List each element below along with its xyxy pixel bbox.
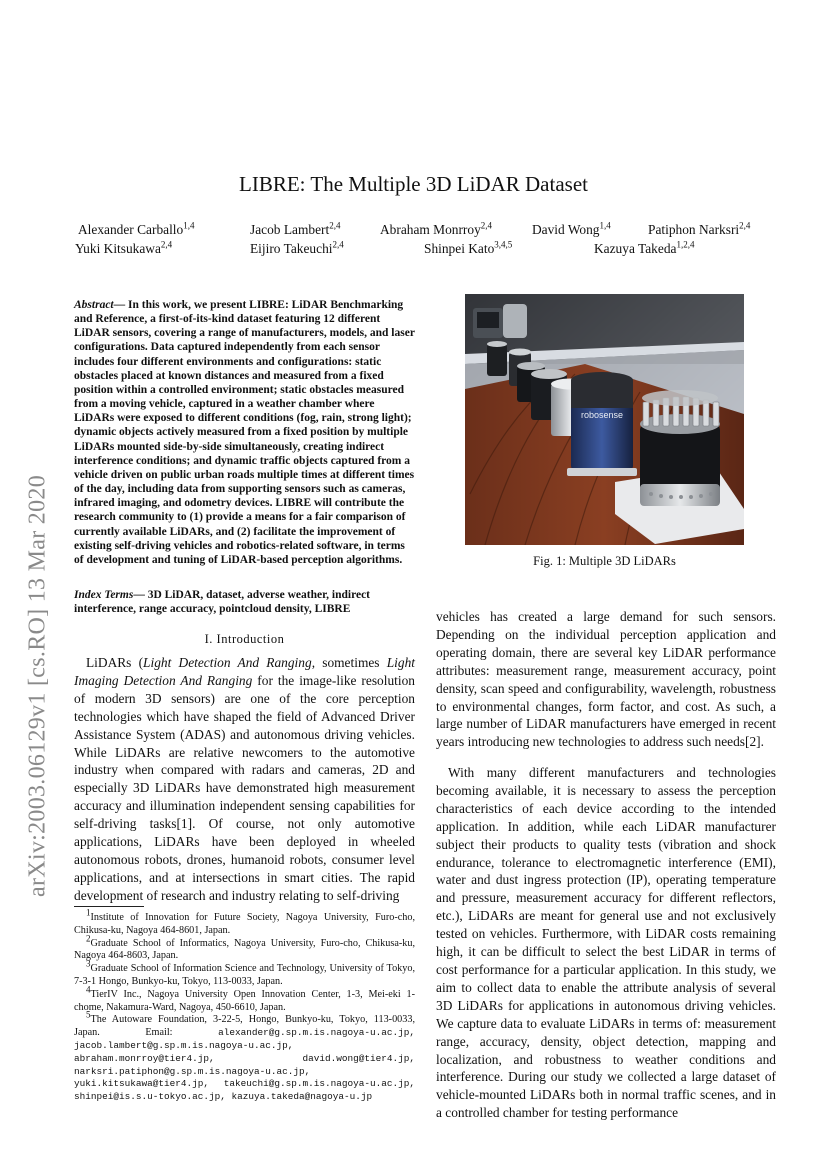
index-terms (74, 588, 415, 616)
author: Eijiro Takeuchi$^{2,4}$ (250, 239, 344, 256)
body-paragraph: With many different manufacturers and technologies becoming available, it is necessary to assess the perception characteristics of each device according to the intended application. In addition, while each LiDAR manufacturer subject their products to quality tests (vibration and shock endurance, tolerance to electromagnetic interference (EMI), water and dust ingress protection (IP), operating temperature and pressure, measurement accuracy for different reflectors, etc.), LiDARs are meant for general use and not exclusively tested on vehicles. Furthermore, with LiDAR costs remaining high, it can be difficult to select the best LiDAR in terms of cost performance for a particular application. In this study, we aim to collect data to enable the attribute analysis of several 3D LiDARs for applications in autonomous driving vehicles. We capture data to evaluate LiDARs in terms of: measurement range, accuracy, density, object detection, mapping and localization, and robustness to weather conditions and interference. During our study we collected a large dataset of vehicle-mounted LiDARs both in normal traffic scenes, and in a controlled chamber for testing performance (436, 765, 776, 1121)
author: Jacob Lambert$^{2,4}$ (250, 220, 341, 237)
email-list: alexander@g.sp.m.is.nagoya-u.ac.jp, jacob.lambert@g.sp.m.is.nagoya-u.ac.jp, abraham.monrroy@tier4.jp, david.wong@tier4.jp, narksri.patiphon@g.sp.m.is.nagoya-u.ac.jp, yuki.kitsukawa@tier4.jp, takeuchi@g.sp.m.is.nagoya-u.ac.jp, shinpei@is.s.u-tokyo.ac.jp, kazuya.takeda@nagoya-u.jp (74, 1027, 416, 1103)
footnotes (74, 907, 416, 1104)
footnote: $^5$The Autoware Foundation, 3-22-5, Hongo, Bunkyo-ku, Tokyo, 113-0033, Japan. Email: alexander@g.sp.m.is.nagoya-u.ac.jp, jacob.lambert@g.sp.m.is.nagoya-u.ac.jp, abraham.monrroy@tier4.jp, david.wong@tier4.jp, narksri.patiphon@g.sp.m.is.nagoya-u.ac.jp, yuki.kitsukawa@tier4.jp, takeuchi@g.sp.m.is.nagoya-u.ac.jp, shinpei@is.s.u-tokyo.ac.jp, kazuya.takeda@nagoya-u.jp (74, 1009, 416, 1103)
arxiv-stamp: arXiv:2003.06129v1 [cs.RO] 13 Mar 2020 (24, 474, 51, 898)
author: David Wong$^{1,4}$ (532, 220, 611, 237)
sensor-brand-label: robosense (581, 410, 624, 420)
footnote-divider (74, 906, 144, 907)
author: Alexander Carballo$^{1,4}$ (78, 220, 195, 237)
author: Abraham Monrroy$^{2,4}$ (380, 220, 493, 237)
footnote: $^2$Graduate School of Informatics, Nagoya University, Furo-cho, Chikusa-ku, Nagoya 464-8603, Japan. (74, 933, 415, 962)
footnote: $^1$Institute of Innovation for Future Society, Nagoya University, Furo-cho, Chikusa-ku, Nagoya 464-8601, Japan. (74, 907, 415, 936)
footnote: $^4$TierIV Inc., Nagoya University Open Innovation Center, 1-3, Mei-eki 1-chome, Nakamura-Ward, Nagoya, 450-6610, Japan. (74, 984, 415, 1013)
lidar-photo-illustration (465, 294, 744, 545)
paper-title: LIBRE: The Multiple 3D LiDAR Dataset (239, 172, 588, 196)
author: Shinpei Kato$^{3,4,5}$ (424, 239, 513, 256)
footnote: $^3$Graduate School of Information Science and Technology, University of Tokyo, 7-3-1 Hongo, Bunkyo-ku, Tokyo, 113-0033, Japan. (74, 958, 415, 987)
author: Patiphon Narksri$^{2,4}$ (648, 220, 751, 237)
abstract-label: Abstract (74, 299, 114, 311)
section-heading: I. Introduction (204, 632, 285, 646)
index-terms-text: — 3D LiDAR, dataset, adverse weather, indirect interference, range accuracy, pointcloud density, LIBRE (74, 589, 371, 616)
body-paragraph: vehicles has created a large demand for such sensors. Depending on the individual perception application and operating domain, there are several key LiDAR performance attributes: measurement range, measurement accuracy, point density, scan speed and configurability, wavelength, robustness to environmental changes, form factor, and cost. As such, a large number of LiDAR manufacturers have emerged in recent years introducing new technologies to address such needs[2]. (436, 609, 776, 750)
figure-caption: Fig. 1: Multiple 3D LiDARs (533, 554, 676, 568)
abstract (74, 298, 415, 567)
abstract-text: — In this work, we present LIBRE: LiDAR Benchmarking and Reference, a first-of-its-kind dataset featuring 12 different LiDAR sensors, covering a range of manufacturers, models, and laser configurations. Data captured independently from each sensor includes four different environments and configurations: static obstacles placed at known distances and measured from a fixed position within a controlled environment; static obstacles measured from a moving vehicle, captured in a weather chamber where LiDARs were exposed to different conditions (fog, rain, strong light); dynamic objects actively measured from a fixed position by multiple LiDARs mounted side-by-side simultaneously, creating indirect interference conditions; and dynamic traffic objects captured from a vehicle driven on public urban roads multiple times at different times of the day, including data from supporting sensors such as cameras, infrared imaging, and odometry devices. LIBRE will contribute the research community to (1) provide a means for a fair comparison of currently available LiDARs, and (2) facilitate the improvement of existing self-driving vehicles and robotics-related software, in terms of development and tuning of LiDAR-based perception algorithms. (74, 299, 415, 566)
author: Yuki Kitsukawa$^{2,4}$ (75, 239, 173, 256)
index-terms-label: Index Terms (74, 589, 134, 601)
intro-paragraph: LiDARs (Light Detection And Ranging, sometimes Light Imaging Detection And Ranging for the image-like resolution of modern 3D sensors) are one of the core perception technologies which have shaped the field of Advanced Driver Assistance System (ADAS) and autonomous driving vehicles. While LiDARs are relative newcomers to the automotive industry when compared with radars and cameras, 2D and especially 3D LiDARs have demonstrated high measurement accuracy and illumination independent sensing capabilities for self-driving tasks[1]. Of course, not only automotive applications, LiDARs have been deployed in wheeled autonomous robots, drones, humanoid robots, consumer level applications, and at intersections in smart cities. The rapid development of research and industry relating to self-driving (74, 655, 415, 903)
figure-lidar-photo (465, 294, 744, 545)
author: Kazuya Takeda$^{1,2,4}$ (594, 239, 695, 256)
